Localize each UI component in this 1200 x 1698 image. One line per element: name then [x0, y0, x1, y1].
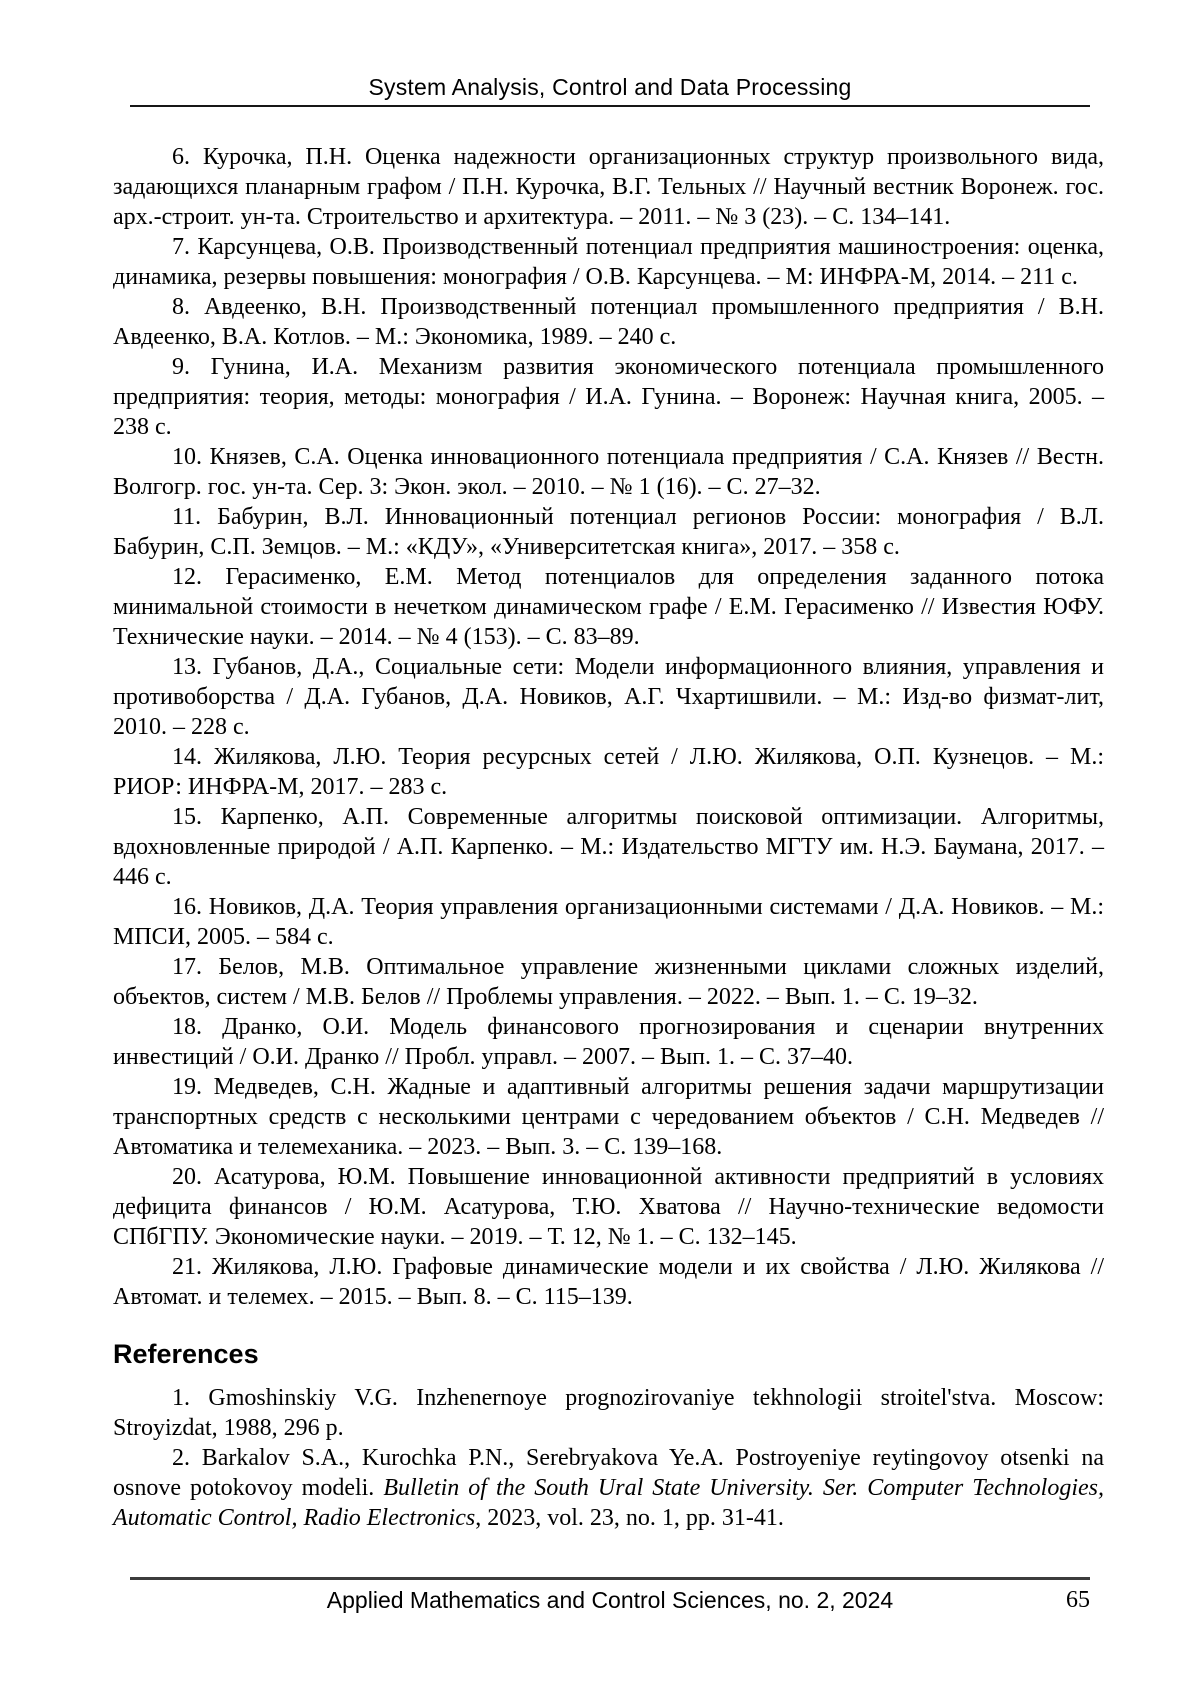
references-heading: References [113, 1339, 259, 1369]
reference-ru-18: 18. Дранко, О.И. Модель финансового прогнозирования и сценарии внутренних инвестиций / О.И. Дранко // Пробл. управл. – 2007. – Вып. 1. – С. 37–40. [113, 1014, 1104, 1070]
reference-ru-10: 10. Князев, С.А. Оценка инновационного потенциала предприятия / С.А. Князев // Вестн. Волгогр. гос. ун-та. Сер. 3: Экон. экол. – 2010. – № 1 (16). – С. 27–32. [113, 444, 1104, 500]
reference-ru-15: 15. Карпенко, А.П. Современные алгоритмы поисковой оптимизации. Алгоритмы, вдохновленные природой / А.П. Карпенко. – М.: Издательство МГТУ им. Н.Э. Баумана, 2017. – 446 с. [113, 804, 1104, 890]
running-footer [130, 1577, 1090, 1613]
reference-en-2-journal-title: Bulletin of the South Ural State University. Ser. Computer Technologies, Automatic Control, Radio Electronics [113, 1475, 1104, 1531]
reference-ru-6: 6. Курочка, П.Н. Оценка надежности организационных структур произвольного вида, задающихся планарным графом / П.Н. Курочка, В.Г. Тельных // Научный вестник Воронеж. гос. арх.-строит. ун-та. Строительство и архитектура. – 2011. – № 3 (23). – С. 134–141. [113, 144, 1104, 230]
reference-en-2 [113, 1443, 1104, 1533]
reference-ru-11: 11. Бабурин, В.Л. Инновационный потенциал регионов России: монография / В.Л. Бабурин, С.П. Земцов. – М.: «КДУ», «Университетская книга», 2017. – 358 с. [113, 504, 1104, 560]
reference-ru-8: 8. Авдеенко, В.Н. Производственный потенциал промышленного предприятия / В.Н. Авдеенко, В.А. Котлов. – М.: Экономика, 1989. – 240 с. [113, 294, 1104, 350]
page-number: 65 [1066, 1587, 1090, 1613]
reference-ru-12: 12. Герасименко, Е.М. Метод потенциалов для определения заданного потока минимальной стоимости в нечетком динамическом графе / Е.М. Герасименко // Известия ЮФУ. Технические науки. – 2014. – № 4 (153). – С. 83–89. [113, 564, 1104, 650]
reference-ru-20: 20. Асатурова, Ю.М. Повышение инновационной активности предприятий в условиях дефицита финансов / Ю.М. Асатурова, Т.Ю. Хватова // Научно-технические ведомости СПбГПУ. Экономические науки. – 2019. – Т. 12, № 1. – С. 132–145. [113, 1164, 1104, 1250]
reference-ru-9: 9. Гунина, И.А. Механизм развития экономического потенциала промышленного предприятия: теория, методы: монография / И.А. Гунина. – Воронеж: Научная книга, 2005. – 238 с. [113, 354, 1104, 440]
reference-ru-7: 7. Карсунцева, О.В. Производственный потенциал предприятия машиностроения: оценка, динамика, резервы повышения: монография / О.В. Карсунцева. – М: ИНФРА-М, 2014. – 211 с. [113, 234, 1104, 290]
reference-ru-17: 17. Белов, М.В. Оптимальное управление жизненными циклами сложных изделий, объектов, систем / М.В. Белов // Проблемы управления. – 2022. – Вып. 1. – С. 19–32. [113, 954, 1104, 1010]
footer-journal-title: Applied Mathematics and Control Sciences, no. 2, 2024 [326, 1587, 894, 1613]
reference-en-2-issue-pages: , 2023, vol. 23, no. 1, pp. 31-41. [475, 1505, 784, 1531]
running-header [130, 74, 1090, 107]
running-header-title: System Analysis, Control and Data Processing [368, 74, 852, 100]
reference-ru-21: 21. Жилякова, Л.Ю. Графовые динамические модели и их свойства / Л.Ю. Жилякова // Автомат. и телемех. – 2015. – Вып. 8. – С. 115–139. [113, 1254, 1104, 1310]
reference-ru-16: 16. Новиков, Д.А. Теория управления организационными системами / Д.А. Новиков. – М.: МПСИ, 2005. – 584 с. [113, 894, 1104, 950]
reference-en-2-authors-title: 2. Barkalov S.A., Kurochka P.N., Serebryakova Ye.A. Postroyeniye reytingovoy otsenki na osnove potokovoy modeli. [113, 1445, 1104, 1501]
reference-ru-13: 13. Губанов, Д.А., Социальные сети: Модели информационного влияния, управления и противоборства / Д.А. Губанов, Д.А. Новиков, А.Г. Чхартишвили. – М.: Изд-во физмат-лит, 2010. – 228 с. [113, 654, 1104, 740]
reference-ru-19: 19. Медведев, С.Н. Жадные и адаптивный алгоритмы решения задачи маршрутизации транспортных средств с несколькими центрами с чередованием объектов / С.Н. Медведев // Автоматика и телемеханика. – 2023. – Вып. 3. – С. 139–168. [113, 1074, 1104, 1160]
references-section [113, 142, 1104, 1533]
reference-ru-14: 14. Жилякова, Л.Ю. Теория ресурсных сетей / Л.Ю. Жилякова, О.П. Кузнецов. – М.: РИОР: ИНФРА-М, 2017. – 283 с. [113, 744, 1104, 800]
reference-en-1: 1. Gmoshinskiy V.G. Inzhenernoye prognozirovaniye tekhnologii stroitel'stva. Moscow: Stroyizdat, 1988, 296 p. [113, 1385, 1104, 1441]
